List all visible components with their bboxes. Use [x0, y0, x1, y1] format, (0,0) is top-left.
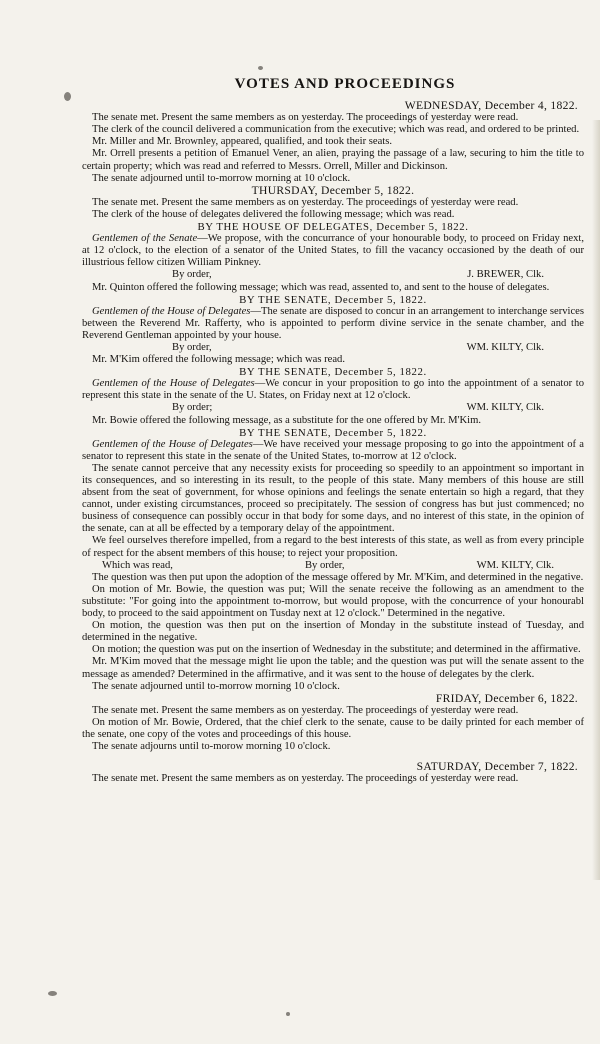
- paragraph: On motion; the question was put on the insertion of Wednesday in the substitute; and determined in the affirmative.: [92, 644, 581, 656]
- paragraph: Mr. Bowie offered the following message, as a substitute for the one offered by Mr. M'Kim.: [92, 414, 481, 426]
- message-heading: BY THE HOUSE OF DELEGATES, December 5, 1822.: [197, 221, 469, 234]
- paragraph: The clerk of the house of delegates delivered the following message; which was read.: [92, 208, 455, 220]
- message-heading: BY THE SENATE, December 5, 1822.: [239, 366, 427, 379]
- message-text: —We have received your message proposing to go into the appointment of a senator to represent this state in the senate of the United States, to-morrow at 12 o'clock.: [82, 438, 584, 462]
- signature-line: [82, 402, 584, 414]
- page-edge-shadow: [592, 120, 600, 880]
- message-address: Gentlemen of the Senate: [92, 233, 198, 245]
- message-paragraph: [82, 439, 584, 463]
- message-paragraph: [82, 306, 584, 342]
- signature-note: Which was read,: [102, 559, 173, 571]
- date-heading: WEDNESDAY, December 4, 1822.: [404, 99, 578, 113]
- signature-line: [82, 269, 584, 281]
- paragraph: The senate met. Present the same members as on yesterday. The proceedings of yesterday were read.: [92, 704, 519, 716]
- paragraph: The clerk of the council delivered a communication from the executive; which was read, and ordered to be printed.: [92, 124, 580, 136]
- paragraph: The senate cannot perceive that any necessity exists for proceeding so speedily to an appointment so important in its consequences, and so interesting in its result, to the people of this state. Many members of this house are still absent from the seat of government, for whose opinions and feelings the senate entertain so high a regard, that they cannot, under existing circumstances, proceed so precipitately. The session of congress has but just commenced; no business of consequence can possibly occur in that body for some days, and no interest of this state, in the opinion of the senate, can at all be effected by a temporary delay of the appointment.: [82, 462, 584, 535]
- paragraph: The senate adjourns until to-morow morning 10 o'clock.: [92, 741, 331, 753]
- signature-order: By order,: [304, 559, 345, 571]
- paragraph: Mr. M'Kim offered the following message; which was read.: [92, 354, 345, 366]
- paragraph: Mr. Orrell presents a petition of Emanuel Vener, an alien, praying the passage of a law, securing to him the title to certain property; which was read and referred to Messrs. Orrell, Miller and Dickinson.: [82, 148, 584, 172]
- message-text: —We concur in your proposition to go into the appointment of a senator to represent this state in the senate of the U. States, on Friday next at 12 o'clock.: [82, 378, 584, 402]
- paragraph: On motion, the question was then put on the insertion of Monday in the substitute instead of Tuesday, and determined in the negative.: [82, 620, 584, 644]
- paragraph: Mr. Quinton offered the following message; which was read, assented to, and sent to the house of delegates.: [92, 281, 550, 293]
- paragraph: Mr. Miller and Mr. Brownley, appeared, qualified, and took their seats.: [92, 136, 392, 148]
- date-heading: SATURDAY, December 7, 1822.: [416, 760, 578, 774]
- ink-speck: [64, 92, 71, 101]
- signature-order: By order;: [172, 402, 213, 414]
- paragraph: The senate met. Present the same members as on yesterday. The proceedings of yesterday were read.: [92, 112, 519, 124]
- message-heading: BY THE SENATE, December 5, 1822.: [239, 426, 427, 439]
- paragraph: Mr. M'Kim moved that the message might lie upon the table; and the question was put will the senate assent to the message as amended? Determined in the affirmative, and it was sent to the house of delegates by the clerk.: [82, 656, 584, 680]
- message-text: —We propose, with the concurrance of your honourable body, to proceed on Friday next, at 12 o'clock, to the election of a senator of the United States, to fill the vacancy occasioned by the death of our illustrious fellow citizen William Pinkney.: [82, 233, 584, 269]
- proceedings-body: [82, 100, 584, 785]
- message-paragraph: [82, 378, 584, 402]
- signature-line: [82, 342, 584, 354]
- date-heading: FRIDAY, December 6, 1822.: [435, 691, 578, 705]
- message-address: Gentlemen of the House of Delegates: [92, 305, 251, 317]
- signature-order: By order,: [172, 269, 212, 281]
- ink-speck: [286, 1012, 290, 1016]
- signature-clerk: WM. KILTY, Clk.: [466, 341, 544, 353]
- page-title: VOTES AND PROCEEDINGS: [234, 76, 456, 92]
- signature-order: By order,: [172, 341, 212, 353]
- paragraph: On motion of Mr. Bowie, Ordered, that the chief clerk to the senate, cause to be daily printed for each member of the senate, one copy of the votes and proceedings of this house.: [82, 716, 584, 740]
- signature-clerk: WM. KILTY, Clk.: [476, 559, 554, 571]
- message-text: —The senate are disposed to concur in an arrangement to interchange services between the Reverend Mr. Rafferty, who is appointed to perform divine service in the senate chamber, and the Reverend Gentleman appointed by your house.: [82, 305, 585, 341]
- ink-speck: [48, 991, 57, 996]
- paragraph: We feel ourselves therefore impelled, from a regard to the best interests of this state, as well as from every principle of respect for the absent members of this house; to reject your proposition.: [82, 535, 584, 559]
- ink-speck: [258, 66, 263, 70]
- paragraph: The senate adjourned until to-morrow morning 10 o'clock.: [92, 680, 340, 692]
- signature-clerk: J. BREWER, Clk.: [467, 269, 544, 281]
- paragraph: On motion of Mr. Bowie, the question was put; Will the senate receive the following as an amendment to the substitute: "For going into the appointment to-morrow, but would propose, with the concurrence of your honourabl body, to proceed to the said appointment on Tusday next at 12 o'clock." Determined in the negative.: [82, 583, 584, 620]
- paragraph: The question was then put upon the adoption of the message offered by Mr. M'Kim, and determined in the negative.: [92, 571, 584, 583]
- paragraph: The senate met. Present the same members as on yesterday. The proceedings of yesterday were read.: [92, 196, 519, 208]
- date-heading: THURSDAY, December 5, 1822.: [251, 183, 415, 197]
- signature-clerk: WM. KILTY, Clk.: [466, 402, 544, 414]
- text-column: [82, 78, 584, 785]
- signature-line: [82, 560, 584, 572]
- paragraph: The senate adjourned until to-morrow morning at 10 o'clock.: [92, 172, 351, 184]
- message-heading: BY THE SENATE, December 5, 1822.: [239, 293, 427, 306]
- message-paragraph: [82, 233, 584, 269]
- message-address: Gentlemen of the House of Delegates: [92, 378, 255, 390]
- message-address: Gentlemen of the House of Delegates: [92, 438, 253, 450]
- paragraph: The senate met. Present the same members as on yesterday. The proceedings of yesterday were read.: [92, 773, 519, 785]
